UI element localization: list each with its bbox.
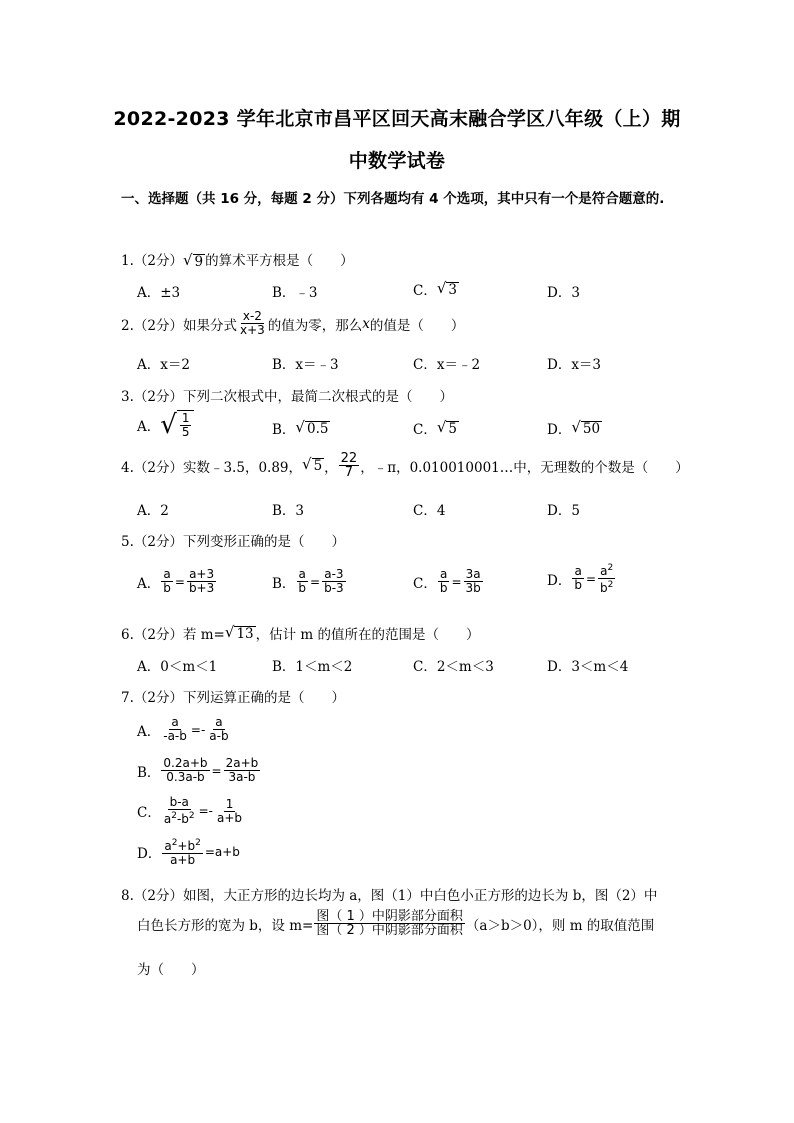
q4-option-a: A．2 [137, 503, 169, 519]
q3-option-c: C． √ 5 [413, 417, 457, 438]
q1-c-radicand: 3 [448, 281, 457, 298]
exam-title-line1: 2022-2023 学年北京市昌平区回天高末融合学区八年级（上）期 [113, 108, 681, 130]
q5-c-eq: = [451, 574, 462, 589]
q4-option-b: B．3 [272, 503, 305, 519]
q1-radicand: 9 [194, 254, 204, 270]
q8-den: 图（ 2 ）中阴影部分面积 [316, 923, 463, 938]
q5-b-rden: b-3 [324, 581, 344, 595]
q6-option-a: A．0＜m＜1 [137, 659, 218, 675]
q7-c-lnum: b-a [169, 795, 189, 809]
q6-prefix: 6.（2分）若 m= [121, 627, 225, 643]
q3-option-d: D． √ 50 [547, 417, 601, 438]
question-7: 7.（2分）下列运算正确的是（ ） [121, 690, 345, 706]
q5-a-lnum: a [163, 567, 171, 581]
question-3: 3.（2分）下列二次根式中，最简二次根式的是（ ） [121, 389, 453, 405]
q7-d-lden: a+b [170, 853, 196, 867]
q4-suffix: ，﹣π，0.010010001…中，无理数的个数是（ ） [360, 459, 689, 476]
q5-b-lden: b [298, 581, 307, 595]
q5-d-rnum: a [600, 564, 608, 578]
q5-c-rden: 3b [465, 581, 481, 595]
exam-title-line2: 中数学试卷 [348, 150, 446, 172]
q3-b-label: B． [272, 422, 296, 438]
q5-a-rden: b+3 [188, 581, 215, 595]
q6-radicand: 13 [236, 625, 254, 642]
q4-num: 22 [340, 451, 358, 466]
q7-c-lden-a: a [163, 812, 172, 826]
q4-den: 7 [344, 465, 354, 480]
q3-c-radicand: 5 [448, 420, 457, 437]
q7-a-rnum: a [215, 715, 223, 729]
q5-b-label: B． [272, 575, 296, 592]
q5-option-c [413, 568, 484, 595]
question-2 [121, 310, 464, 337]
question-8-line2 [137, 910, 654, 937]
q3-option-b: B． √ 0.5 [272, 417, 329, 438]
q2-option-d: D．x＝3 [547, 357, 602, 373]
q5-a-eq: = [174, 574, 185, 589]
q6-option-b: B．1＜m＜2 [272, 659, 353, 675]
q1-option-d: D．3 [547, 285, 580, 301]
q5-c-lnum: a [439, 567, 448, 581]
q5-d-exp-den: 2 [607, 580, 614, 590]
q2-option-b: B．x＝﹣3 [272, 357, 339, 373]
q5-c-label: C． [413, 575, 437, 592]
q2-num: x-2 [242, 309, 262, 323]
q7-option-b [137, 757, 261, 784]
q7-c-exp-b: 2 [188, 811, 195, 821]
q7-a-lnum: a [171, 715, 179, 729]
q1-suffix: 的算术平方根是（ ） [205, 253, 354, 269]
q1-option-c: C． √ 3 [413, 278, 457, 299]
q5-d-rden: b [600, 581, 608, 595]
q6-option-d: D．3＜m＜4 [547, 659, 629, 675]
q7-option-c [137, 796, 245, 826]
q7-c-rden: a+b [217, 810, 243, 825]
q5-c-lden: b [439, 581, 448, 595]
q7-d-exp-b: 2 [195, 838, 201, 848]
q5-d-lnum: a [574, 564, 582, 578]
q5-b-rnum: a-3 [324, 567, 344, 581]
q4-prefix: 4.（2分）实数﹣3.5，0.89， [121, 459, 302, 476]
q1-option-b: B．﹣3 [272, 285, 318, 301]
q3-a-den: 5 [181, 425, 190, 439]
q5-d-lden: b [574, 578, 582, 592]
q3-c-label: C． [413, 422, 437, 438]
q5-b-lnum: a [298, 567, 306, 581]
q2-suffix: 的值为零，那么 [267, 317, 363, 334]
q7-b-rnum: 2a+b [225, 756, 259, 770]
q3-a-label: A． [137, 419, 161, 435]
q5-a-rnum: a+3 [189, 567, 215, 581]
section-heading: 一、选择题（共 16 分，每题 2 分）下列各题均有 4 个选项，其中只有一个是符合题意的. [121, 191, 665, 207]
q3-b-radicand: 0.5 [306, 420, 329, 437]
q3-option-a: A． √ $\frac{1}{5}$ [137, 410, 194, 440]
q2-suffix2: 的值是（ ） [369, 317, 465, 334]
q8-line2-suffix: （a＞b＞0），则 m 的取值范围 [465, 917, 655, 934]
q1-prefix: 1.（2分） [121, 253, 183, 269]
q7-b-mid: = [211, 763, 222, 778]
question-8-line1: 8.（2分）如图，大正方形的边长均为 a，图（1）中白色小正方形的边长为 b，图（2）中 [121, 888, 658, 904]
q4-radicand: 5 [313, 458, 323, 474]
q2-var: x [362, 315, 370, 332]
q7-option-d [137, 837, 241, 867]
q6-option-c: C．2＜m＜3 [413, 659, 494, 675]
q7-a-rden: a-b [209, 729, 229, 743]
q7-d-label: D． [137, 846, 162, 862]
q5-a-label: A． [137, 575, 161, 592]
q7-d-lnum-b: +b [177, 839, 196, 853]
q7-b-label: B． [137, 764, 161, 781]
q7-a-mid: =- [190, 722, 206, 737]
q8-line2-prefix: 白色长方形的宽为 b，设 m= [137, 917, 314, 934]
q5-d-exp-num: 2 [607, 563, 614, 573]
question-6: 6.（2分）若 m= √ 13 ，估计 m 的值所在的范围是（ ） [121, 622, 480, 643]
q1-c-label: C． [413, 283, 437, 299]
q2-option-a: A．x＝2 [137, 357, 190, 373]
q7-c-label: C． [137, 805, 161, 821]
q5-option-b [272, 568, 347, 595]
q5-c-rnum: 3a [465, 567, 481, 581]
q5-d-label: D． [547, 572, 572, 589]
q7-c-lden-b: -b [176, 812, 189, 826]
q2-fraction [238, 310, 267, 337]
q5-option-d [547, 562, 616, 595]
question-1 [121, 249, 354, 270]
q4-sep: ， [324, 459, 338, 476]
q7-option-a [137, 716, 232, 743]
q7-c-exp-a: 2 [171, 811, 177, 821]
q4-option-d: D．5 [547, 503, 580, 519]
q5-a-lden: b [163, 581, 171, 595]
question-4: 4.（2分）实数﹣3.5，0.89， √ 5 ， $\frac{22}{7}$ ，﹣π，0.010010001…中，无理数的个数是（ ） [121, 451, 689, 480]
q5-b-eq: = [310, 574, 321, 589]
q4-option-c: C．4 [413, 503, 446, 519]
q7-b-rden: 3a-b [228, 770, 256, 784]
q2-option-c: C．x＝﹣2 [413, 357, 481, 373]
q7-a-label: A． [137, 723, 161, 740]
q7-c-mid: =- [198, 804, 214, 818]
q7-d-exp-a: 2 [171, 838, 178, 848]
q2-prefix: 2.（2分）如果分式 [121, 317, 237, 334]
question-8-line3: 为（ ） [137, 962, 205, 978]
q5-d-eq: = [585, 571, 597, 586]
q7-c-rnum: 1 [225, 796, 234, 811]
q3-a-num: 1 [181, 411, 190, 425]
q7-d-mid: =a+b [204, 845, 240, 859]
q1-sqrt: √ 9 [182, 251, 204, 270]
q1-option-a: A．±3 [137, 285, 181, 301]
q8-num: 图（ 1 ）中阴影部分面积 [316, 909, 463, 924]
q2-den: x+3 [239, 323, 265, 337]
q7-a-lden: -a-b [163, 729, 187, 743]
q7-b-lden: 0.3a-b [166, 770, 205, 784]
q6-suffix: ，估计 m 的值所在的范围是（ ） [255, 627, 480, 643]
q3-d-label: D． [547, 422, 572, 438]
q3-d-radicand: 50 [582, 420, 601, 437]
q5-option-a [137, 568, 217, 595]
q7-b-lnum: 0.2a+b [163, 756, 208, 770]
question-5: 5.（2分）下列变形正确的是（ ） [121, 534, 345, 550]
q7-d-lnum-a: a [164, 839, 172, 853]
